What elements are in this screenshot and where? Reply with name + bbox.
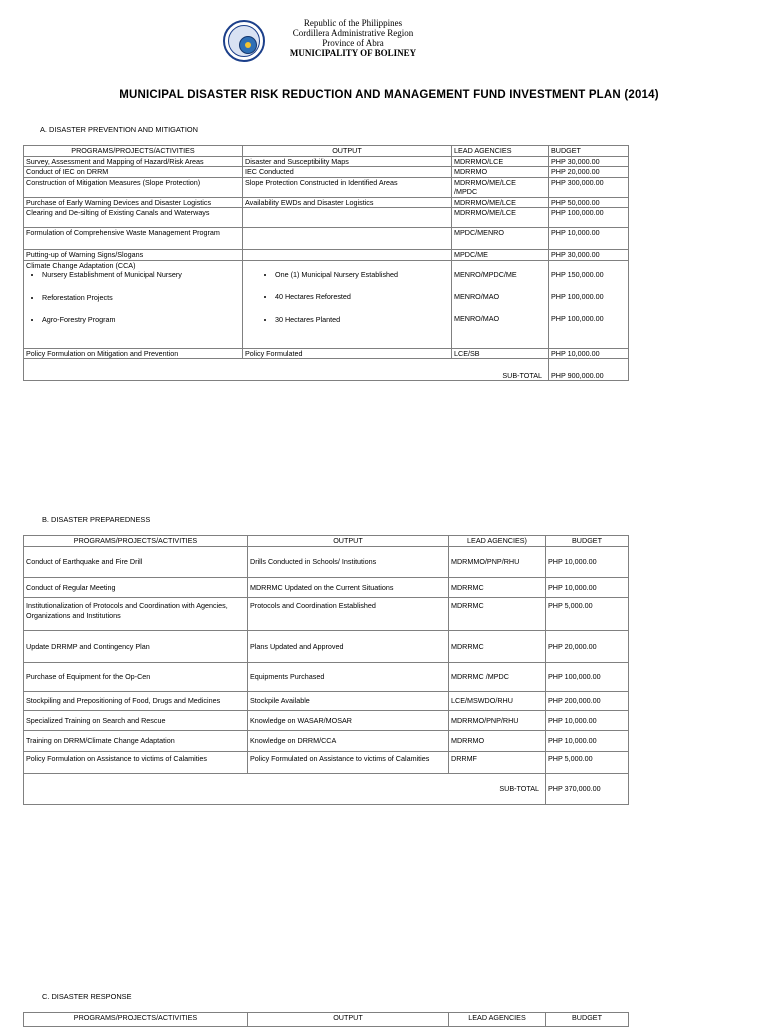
agency-cell xyxy=(452,177,549,197)
section-c-heading: C. DISASTER RESPONSE xyxy=(42,992,132,1001)
document-title: MUNICIPAL DISASTER RISK REDUCTION AND MANAGEMENT FUND INVESTMENT PLAN (2014) xyxy=(119,89,659,101)
agency-line: /MPDC xyxy=(454,187,478,196)
agency-cell: LCE/MSWDO/RHU xyxy=(449,692,546,711)
program-cell: Specialized Training on Search and Rescue xyxy=(24,711,248,731)
subtotal-row xyxy=(24,774,629,805)
table-row xyxy=(24,250,629,261)
table-row xyxy=(24,731,629,752)
budget-cell: PHP 50,000.00 xyxy=(549,197,629,208)
agency-cell: MDRRMC /MPDC xyxy=(449,663,546,692)
agency-line: MENRO/MPDC/ME xyxy=(454,269,517,279)
agency-cell: LCE/SB xyxy=(452,348,549,359)
agency-cell: MDRRMC xyxy=(449,631,546,663)
list-item: • 40 Hectares Reforested xyxy=(275,292,449,302)
list-item: • One (1) Municipal Nursery Established xyxy=(275,270,449,280)
table-row xyxy=(24,167,629,178)
budget-cell: PHP 10,000.00 xyxy=(546,711,629,731)
municipal-seal-icon xyxy=(223,20,265,62)
table-row xyxy=(24,208,629,228)
agency-cell: DRRMF xyxy=(449,752,546,774)
cca-heading: Climate Change Adaptation (CCA) xyxy=(26,260,136,270)
output-cell: MDRRMC Updated on the Current Situations xyxy=(248,578,449,598)
program-cell: Policy Formulation on Assistance to victims of Calamities xyxy=(24,752,248,774)
subtotal-value: PHP 370,000.00 xyxy=(546,774,629,805)
budget-cell: PHP 20,000.00 xyxy=(549,167,629,178)
table-row xyxy=(24,598,629,631)
program-cell: Formulation of Comprehensive Waste Management Program xyxy=(24,228,243,250)
agency-cell: MDRRMO xyxy=(452,167,549,178)
section-c-table xyxy=(23,1012,629,1027)
budget-cell: PHP 200,000.00 xyxy=(546,692,629,711)
program-cell: Training on DRRM/Climate Change Adaptation xyxy=(24,731,248,752)
budget-cell: PHP 5,000.00 xyxy=(546,598,629,631)
section-a-heading: A. DISASTER PREVENTION AND MITIGATION xyxy=(40,125,198,134)
table-row xyxy=(24,156,629,167)
agency-cell: MDRMMO/PNP/RHU xyxy=(449,547,546,578)
budget-cell: PHP 300,000.00 xyxy=(549,177,629,197)
agency-cell: MDRRMO xyxy=(449,731,546,752)
col-header-output: OUTPUT xyxy=(248,536,449,547)
table-row xyxy=(24,348,629,359)
agency-cell: MDRRMC xyxy=(449,578,546,598)
letterhead-text xyxy=(268,18,438,58)
col-header-programs: PROGRAMS/PROJECTS/ACTIVITIES xyxy=(24,146,243,157)
program-cell: Clearing and De-silting of Existing Canals and Waterways xyxy=(24,208,243,228)
output-cell: Drills Conducted in Schools/ Institutions xyxy=(248,547,449,578)
header-line-republic: Republic of the Philippines xyxy=(303,18,403,28)
subtotal-label: SUB-TOTAL xyxy=(24,359,549,381)
budget-cell: PHP 10,000.00 xyxy=(546,578,629,598)
budget-cell xyxy=(549,260,629,348)
program-cell: Stockpiling and Prepositioning of Food, Drugs and Medicines xyxy=(24,692,248,711)
table-header-row xyxy=(24,1013,629,1027)
col-header-agencies: LEAD AGENCIES) xyxy=(449,536,546,547)
output-cell xyxy=(243,208,452,228)
program-cell: Construction of Mitigation Measures (Slope Protection) xyxy=(24,177,243,197)
output-cell: IEC Conducted xyxy=(243,167,452,178)
table-row xyxy=(24,752,629,774)
program-cell: Survey, Assessment and Mapping of Hazard/Risk Areas xyxy=(24,156,243,167)
table-row xyxy=(24,177,629,197)
subtotal-row xyxy=(24,359,629,381)
budget-cell: PHP 10,000.00 xyxy=(546,547,629,578)
output-cell: Knowledge on WASAR/MOSAR xyxy=(248,711,449,731)
program-cell: Conduct of Regular Meeting xyxy=(24,578,248,598)
agency-cell: MPDC/ME xyxy=(452,250,549,261)
budget-line: PHP 150,000.00 xyxy=(551,269,604,279)
list-item: • 30 Hectares Planted xyxy=(275,315,449,325)
output-cell: Policy Formulated xyxy=(243,348,452,359)
program-cell: Policy Formulation on Mitigation and Prevention xyxy=(24,348,243,359)
program-cell: Putting-up of Warning Signs/Slogans xyxy=(24,250,243,261)
table-row xyxy=(24,692,629,711)
output-cell: Stockpile Available xyxy=(248,692,449,711)
col-header-programs: PROGRAMS/PROJECTS/ACTIVITIES xyxy=(24,536,248,547)
agency-line: MENRO/MAO xyxy=(454,313,500,323)
table-row xyxy=(24,197,629,208)
col-header-budget: BUDGET xyxy=(549,146,629,157)
agency-line: MDRRMO/ME/LCE xyxy=(454,177,516,187)
agency-cell: MPDC/MENRO xyxy=(452,228,549,250)
program-cell xyxy=(24,260,243,348)
agency-line: MENRO/MAO xyxy=(454,291,500,301)
output-cell: Availability EWDs and Disaster Logistics xyxy=(243,197,452,208)
header-line-municipality: MUNICIPALITY OF BOLINEY xyxy=(289,48,417,58)
agency-cell: MDRRMO/ME/LCE xyxy=(452,197,549,208)
table-row xyxy=(24,711,629,731)
output-cell xyxy=(243,250,452,261)
budget-cell: PHP 100,000.00 xyxy=(549,208,629,228)
col-header-output: OUTPUT xyxy=(243,146,452,157)
section-a-table xyxy=(23,145,629,381)
output-cell: Equipments Purchased xyxy=(248,663,449,692)
output-cell: Slope Protection Constructed in Identified Areas xyxy=(243,177,452,197)
output-cell xyxy=(243,260,452,348)
program-cell: Purchase of Early Warning Devices and Disaster Logistics xyxy=(24,197,243,208)
budget-cell: PHP 10,000.00 xyxy=(549,348,629,359)
list-item: • Reforestation Projects xyxy=(42,293,240,303)
table-row xyxy=(24,631,629,663)
col-header-agencies: LEAD AGENCIES xyxy=(452,146,549,157)
agency-cell: MDRRMO/PNP/RHU xyxy=(449,711,546,731)
program-cell: Update DRRMP and Contingency Plan xyxy=(24,631,248,663)
list-item: • Agro-Forestry Program xyxy=(42,315,240,325)
table-row xyxy=(24,228,629,250)
table-header-row xyxy=(24,146,629,157)
col-header-output: OUTPUT xyxy=(248,1013,449,1027)
subtotal-label: SUB-TOTAL xyxy=(24,774,546,805)
budget-line: PHP 100,000.00 xyxy=(551,313,604,323)
agency-cell: MDRRMC xyxy=(449,598,546,631)
table-row xyxy=(24,663,629,692)
cca-program-list xyxy=(26,270,240,325)
program-cell: Purchase of Equipment for the Op-Cen xyxy=(24,663,248,692)
budget-cell: PHP 10,000.00 xyxy=(549,228,629,250)
subtotal-value: PHP 900,000.00 xyxy=(549,359,629,381)
col-header-agencies: LEAD AGENCIES xyxy=(449,1013,546,1027)
agency-cell xyxy=(452,260,549,348)
output-cell: Plans Updated and Approved xyxy=(248,631,449,663)
col-header-budget: BUDGET xyxy=(546,1013,629,1027)
output-cell xyxy=(243,228,452,250)
col-header-budget: BUDGET xyxy=(546,536,629,547)
budget-line: PHP 100,000.00 xyxy=(551,291,604,301)
header-line-province: Province of Abra xyxy=(322,38,384,48)
header-line-region: Cordillera Administrative Region xyxy=(292,28,414,38)
output-cell: Disaster and Susceptibility Maps xyxy=(243,156,452,167)
budget-cell: PHP 30,000.00 xyxy=(549,156,629,167)
table-row xyxy=(24,547,629,578)
agency-cell: MDRRMO/LCE xyxy=(452,156,549,167)
table-header-row xyxy=(24,536,629,547)
output-cell: Knowledge on DRRM/CCA xyxy=(248,731,449,752)
budget-cell: PHP 20,000.00 xyxy=(546,631,629,663)
output-cell: Protocols and Coordination Established xyxy=(248,598,449,631)
program-cell: Institutionalization of Protocols and Coordination with Agencies, Organizations and Institutions xyxy=(24,598,248,631)
program-cell: Conduct of Earthquake and Fire Drill xyxy=(24,547,248,578)
budget-cell: PHP 100,000.00 xyxy=(546,663,629,692)
budget-cell: PHP 30,000.00 xyxy=(549,250,629,261)
budget-cell: PHP 10,000.00 xyxy=(546,731,629,752)
cca-output-list xyxy=(245,270,449,325)
budget-cell: PHP 5,000.00 xyxy=(546,752,629,774)
col-header-programs: PROGRAMS/PROJECTS/ACTIVITIES xyxy=(24,1013,248,1027)
table-row-cca xyxy=(24,260,629,348)
program-cell: Conduct of IEC on DRRM xyxy=(24,167,243,178)
section-b-heading: B. DISASTER PREPAREDNESS xyxy=(42,515,151,524)
list-item: • Nursery Establishment of Municipal Nursery xyxy=(42,270,240,280)
output-cell: Policy Formulated on Assistance to victims of Calamities xyxy=(248,752,449,774)
agency-cell: MDRRMO/ME/LCE xyxy=(452,208,549,228)
section-b-table xyxy=(23,535,629,805)
table-row xyxy=(24,578,629,598)
